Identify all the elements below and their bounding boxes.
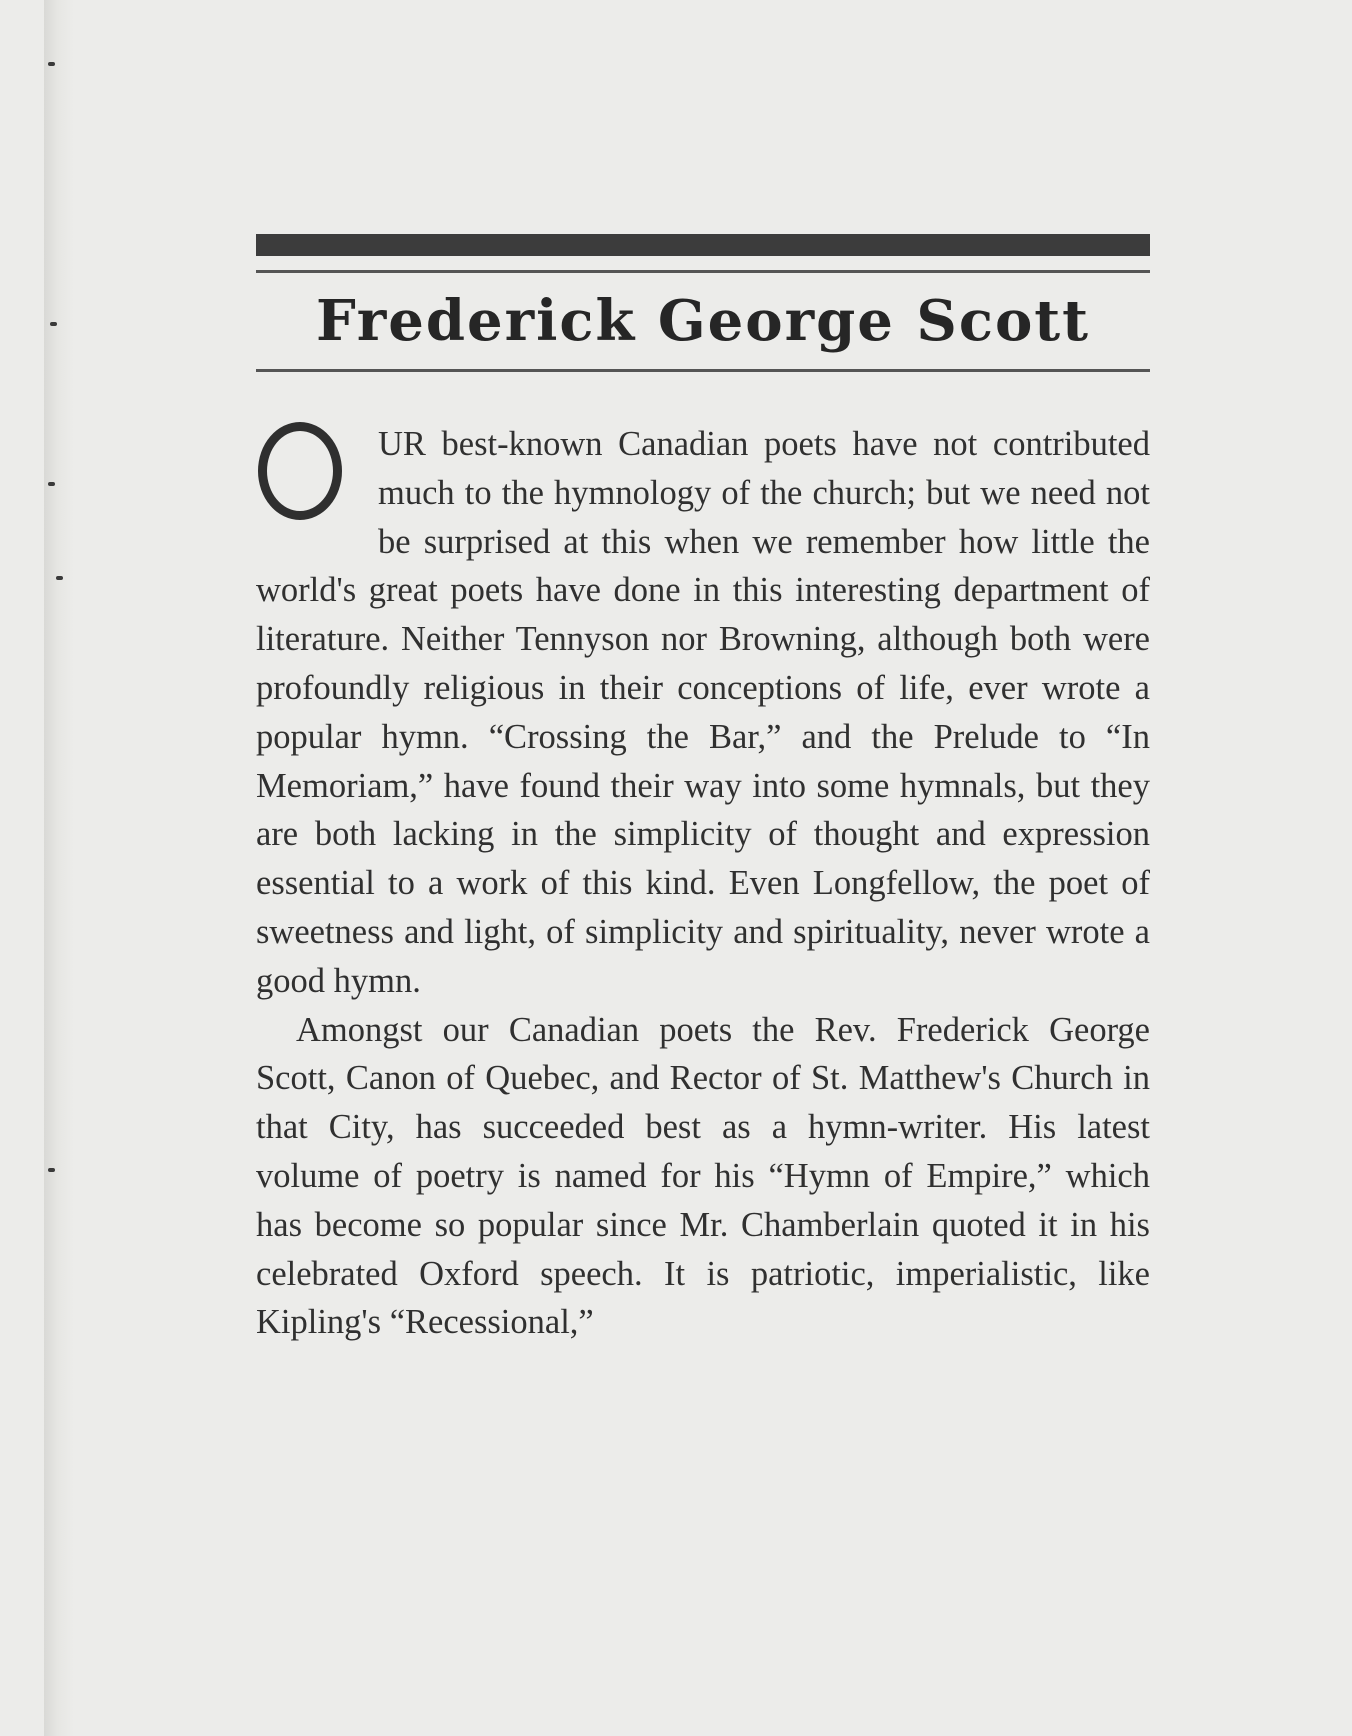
drop-cap — [256, 422, 372, 538]
header-thick-rule — [256, 234, 1150, 256]
page-gutter — [44, 0, 74, 1736]
margin-speck — [48, 482, 55, 486]
margin-speck — [48, 62, 55, 66]
paragraph-2: Amongst our Canadian poets the Rev. Frederick George Scott, Canon of Quebec, and Rector of St. Matthew's Church in that City, has succeeded best as a hymn-writer. His latest volume of poetry is named for his “Hymn of Empire,” which has become so popular since Mr. Chamberlain quoted it in his celebrated Oxford speech. It is patriotic, imperialistic, like Kipling's “Recessional,” — [256, 1010, 1150, 1342]
article — [256, 234, 1150, 1347]
paragraph-1 — [256, 420, 1150, 1006]
article-title: Frederick George Scott — [315, 288, 1091, 354]
article-body — [256, 420, 1150, 1347]
margin-speck — [48, 1168, 55, 1172]
margin-speck — [56, 576, 63, 580]
drop-cap-letter-o — [258, 422, 342, 520]
margin-speck — [50, 322, 57, 326]
title-rule — [256, 369, 1150, 372]
paragraph-1-text: UR best-known Canadian poets have not contributed much to the hymnology of the church; but we need not be surprised at this when we remember how little the world's great poets have done in this interesting department of literature. Neither Tennyson nor Browning, although both were profoundly religious in their conceptions of life, ever wrote a popular hymn. “Crossing the Bar,” and the Prelude to “In Memoriam,” have found their way into some hymnals, but they are both lacking in the simplicity of thought and expression essential to a work of this kind. Even Longfellow, the poet of sweetness and light, of simplicity and spirituality, never wrote a good hymn. — [256, 425, 1150, 1000]
